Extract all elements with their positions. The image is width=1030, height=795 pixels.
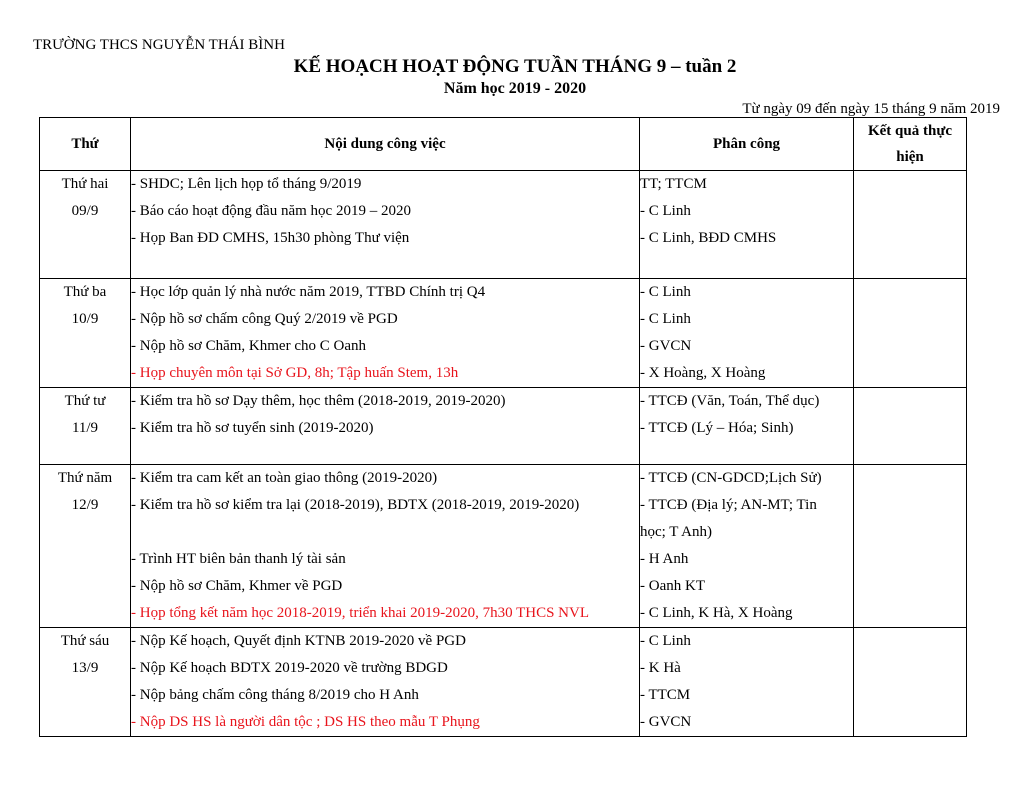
day-date: 12/9 (71, 497, 99, 513)
day-cell (40, 388, 131, 465)
task-item: - Học lớp quản lý nhà nước năm 2019, TTBD Chính trị Q4 (131, 284, 486, 300)
result-cell (854, 171, 967, 279)
task-item: - Kiểm tra hồ sơ Dạy thêm, học thêm (2018-2019, 2019-2020) (131, 393, 506, 409)
task-item: - Kiểm tra hồ sơ kiểm tra lại (2018-2019), BDTX (2018-2019, 2019-2020) (131, 497, 580, 513)
assign-item: - TTCĐ (Lý – Hóa; Sinh) (640, 420, 794, 436)
day-date: 11/9 (71, 420, 99, 436)
assign-item: - TTCĐ (Địa lý; AN-MT; Tin (640, 497, 817, 513)
task-item-highlighted: - Nộp DS HS là người dân tộc ; DS HS theo mẫu T Phụng (131, 714, 480, 730)
day-date: 13/9 (71, 660, 99, 676)
task-item: - Trình HT biên bản thanh lý tài sản (131, 551, 346, 567)
result-cell (854, 628, 967, 737)
table-row (40, 465, 967, 628)
table-row (40, 279, 967, 388)
task-item: - Nộp hồ sơ Chăm, Khmer về PGD (131, 578, 343, 594)
day-name: Thứ tư (64, 393, 106, 409)
task-item: - Họp Ban ĐD CMHS, 15h30 phòng Thư viện (131, 230, 410, 246)
school-year: Năm học 2019 - 2020 (443, 80, 587, 97)
assign-item: - C Linh (640, 284, 691, 300)
table-header-row (40, 118, 967, 171)
assign-item: - GVCN (640, 714, 692, 730)
day-name: Thứ năm (57, 470, 113, 486)
header-tasks: Nội dung công việc (131, 118, 640, 171)
day-cell (40, 171, 131, 279)
assign-item: TT; TTCM (640, 176, 707, 192)
task-item: - Báo cáo hoạt động đầu năm học 2019 – 2020 (131, 203, 411, 219)
assign-item: - C Linh, BĐD CMHS (640, 230, 777, 246)
result-cell (854, 279, 967, 388)
assign-item: - TTCĐ (Văn, Toán, Thể dục) (640, 393, 820, 409)
task-item-highlighted: - Họp tổng kết năm học 2018-2019, triển khai 2019-2020, 7h30 THCS NVL (131, 605, 590, 621)
assign-item: - K Hà (640, 660, 681, 676)
task-item: - Kiểm tra cam kết an toàn giao thông (2019-2020) (131, 470, 438, 486)
table-row (40, 628, 967, 737)
table-row (40, 171, 967, 279)
result-cell (854, 388, 967, 465)
task-item: - Nộp bảng chấm công tháng 8/2019 cho H Anh (131, 687, 419, 703)
weekly-plan-table (39, 117, 967, 737)
task-item: - Kiểm tra hồ sơ tuyển sinh (2019-2020) (131, 420, 374, 436)
day-cell (40, 628, 131, 737)
task-item: - SHDC; Lên lịch họp tổ tháng 9/2019 (131, 176, 362, 192)
assign-cell (640, 279, 854, 388)
date-range: Từ ngày 09 đến ngày 15 tháng 9 năm 2019 (742, 101, 1000, 117)
day-date: 09/9 (71, 203, 99, 219)
assign-cell (640, 388, 854, 465)
task-item: - Nộp hồ sơ chấm công Quý 2/2019 về PGD (131, 311, 398, 327)
task-item-highlighted: - Họp chuyên môn tại Sở GD, 8h; Tập huấn Stem, 13h (131, 365, 459, 381)
tasks-cell (131, 279, 640, 388)
day-cell (40, 279, 131, 388)
assign-item: - TTCM (640, 687, 691, 703)
assign-item: - H Anh (640, 551, 689, 567)
day-date: 10/9 (71, 311, 99, 327)
tasks-cell (131, 465, 640, 628)
table-row (40, 388, 967, 465)
day-name: Thứ sáu (60, 633, 110, 649)
day-cell (40, 465, 131, 628)
header-assign: Phân công (640, 118, 854, 171)
day-name: Thứ ba (63, 284, 107, 300)
page-title: KẾ HOẠCH HOẠT ĐỘNG TUẦN THÁNG 9 – tuần 2 (293, 56, 737, 77)
header-result-line1: Kết quả thực (867, 123, 952, 139)
tasks-cell (131, 628, 640, 737)
header-result (854, 118, 967, 171)
task-item: - Nộp Kế hoạch BDTX 2019-2020 về trường BDGD (131, 660, 448, 676)
day-name: Thứ hai (61, 176, 109, 192)
tasks-cell (131, 171, 640, 279)
school-name: TRƯỜNG THCS NGUYỄN THÁI BÌNH (33, 37, 285, 53)
assign-item: - C Linh (640, 633, 691, 649)
assign-item: - TTCĐ (CN-GDCD;Lịch Sử) (640, 470, 822, 486)
assign-item: - C Linh, K Hà, X Hoàng (640, 605, 793, 621)
assign-item: - X Hoàng, X Hoàng (640, 365, 766, 381)
tasks-cell (131, 388, 640, 465)
assign-item: - C Linh (640, 311, 691, 327)
header-result-line2: hiện (896, 149, 924, 165)
assign-item: - Oanh KT (640, 578, 705, 594)
assign-cell (640, 465, 854, 628)
result-cell (854, 465, 967, 628)
assign-cell (640, 628, 854, 737)
assign-cell (640, 171, 854, 279)
header-day: Thứ (40, 118, 131, 171)
task-item-spacer (131, 519, 639, 546)
task-item: - Nộp Kế hoạch, Quyết định KTNB 2019-2020 về PGD (131, 633, 466, 649)
task-item: - Nộp hồ sơ Chăm, Khmer cho C Oanh (131, 338, 366, 354)
assign-item: - C Linh (640, 203, 691, 219)
assign-item: - GVCN (640, 338, 692, 354)
assign-item: học; T Anh) (640, 524, 712, 540)
